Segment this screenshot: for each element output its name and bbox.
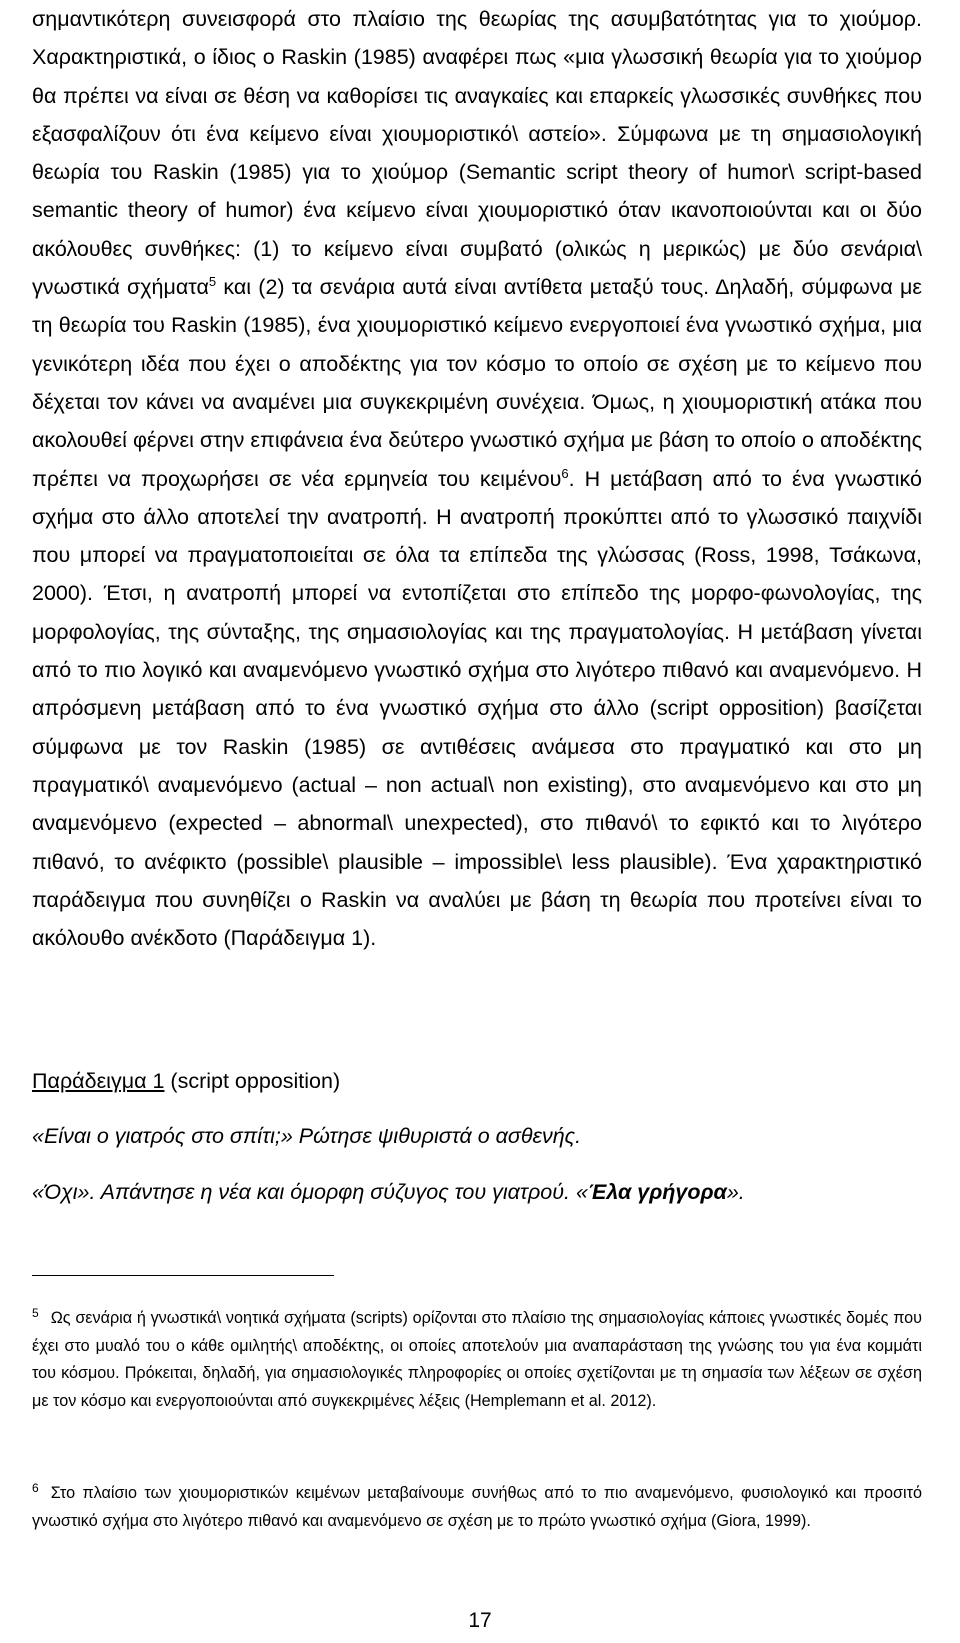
- dialog-line-2-end: ».: [726, 1180, 745, 1204]
- footnote-5-mark: 5: [32, 1306, 39, 1320]
- footnote-ref-6[interactable]: 6: [561, 465, 569, 481]
- example-label: Παράδειγμα 1: [32, 1069, 165, 1093]
- footnote-separator: [32, 1275, 334, 1276]
- footnote-6-mark: 6: [32, 1481, 39, 1495]
- dialog-line-2-emphasis: Έλα γρήγορα: [587, 1180, 727, 1204]
- body-text-part-2: και (2) τα σενάρια αυτά είναι αντίθετα μεταξύ τους. Δηλαδή, σύμφωνα με τη θεωρία του Raskin (1985), ένα χιουμοριστικό κείμενο ενεργοποιεί ένα γνωστικό σχήμα, μια γενικότερη ιδέα που έχει ο αποδέκτης για τον κόσμο το οποίο σε σχέση με το κείμενο που δέχεται τον κάνει να αναμένει μια συγκεκριμένη συνέχεια. Όμως, η χιουμοριστική ατάκα που ακολουθεί φέρνει στην επιφάνεια ένα δεύτερο γνωστικό σχήμα με βάση το οποίο ο αποδέκτης πρέπει να προχωρήσει σε νέα ερμηνεία του κειμένου: [32, 275, 922, 491]
- example-heading: [32, 1067, 340, 1095]
- body-text-part-3: . Η μετάβαση από το ένα γνωστικό σχήμα στο άλλο αποτελεί την ανατροπή. Η ανατροπή προκύπτει από το γλωσσικό παιχνίδι που μπορεί να πραγματοποιείται σε όλα τα επίπεδα της γλώσσας (Ross, 1998, Τσάκωνα, 2000). Έτσι, η ανατροπή μπορεί να εντοπίζεται στο επίπεδο της μορφο-φωνολογίας, της μορφολογίας, της σύνταξης, της σημασιολογίας και της πραγματολογίας. Η μετάβαση γίνεται από το πιο λογικό και αναμενόμενο γνωστικό σχήμα στο λιγότερο πιθανό και αναμενόμενο. Η απρόσμενη μετάβαση από το ένα γνωστικό σχήμα στο άλλο (script opposition) βασίζεται σύμφωνα με τον Raskin (1985) σε αντιθέσεις ανάμεσα στο πραγματικό και στο μη πραγματικό\ αναμενόμενο (actual – non actual\ non existing), στο αναμενόμενο και στο μη αναμενόμενο (expected – abnormal\ unexpected), στο πιθανό\ το εφικτό και το λιγότερο πιθανό, το ανέφικτο (possible\ plausible – impossible\ less plausible). Ένα χαρακτηριστικό παράδειγμα που συνηθίζει ο Raskin να αναλύει με βάση τη θεωρία που προτείνει είναι το ακόλουθο ανέκδοτο (Παράδειγμα 1).: [32, 466, 922, 951]
- footnote-6: [32, 1480, 922, 1535]
- footnote-5: [32, 1305, 922, 1415]
- body-text-part-1: σημαντικότερη συνεισφορά στο πλαίσιο της θεωρίας της ασυμβατότητας για το χιούμορ. Χαρακτηριστικά, ο ίδιος ο Raskin (1985) αναφέρει πως «μια γλωσσική θεωρία για το χιούμορ θα πρέπει να είναι σε θέση να καθορίσει τις αναγκαίες και επαρκείς γλωσσικές συνθήκες που εξασφαλίζουν ότι ένα κείμενο είναι χιουμοριστικό\ αστείο». Σύμφωνα με τη σημασιολογική θεωρία του Raskin (1985) για το χιούμορ (Semantic script theory of humor\ script-based semantic theory of humor) ένα κείμενο είναι χιουμοριστικό όταν ικανοποιούνται και οι δύο ακόλουθες συνθήκες: (1) το κείμενο είναι συμβατό (ολικώς η μερικώς) με δύο σενάρια\ γνωστικά σχήματα: [32, 7, 922, 300]
- body-paragraph: [32, 0, 922, 957]
- page-number: 17: [468, 1609, 492, 1632]
- footnote-6-text: Στο πλαίσιο των χιουμοριστικών κειμένων μεταβαίνουμε συνήθως από το πιο αναμενόμενο, φυσιολογικό και προσιτό γνωστικό σχήμα στο λιγότερο πιθανό και αναμενόμενο σε σχέση με το πρώτο γνωστικό σχήμα (Giora, 1999).: [32, 1484, 922, 1530]
- example-dialog-line-1: «Είναι ο γιατρός στο σπίτι;» Ρώτησε ψιθυριστά ο ασθενής.: [32, 1124, 582, 1148]
- footnote-5-text: Ως σενάρια ή γνωστικά\ νοητικά σχήματα (scripts) ορίζονται στο πλαίσιο της σημασιολογίας κάποιες γνωστικές δομές που έχει στο μυαλό του ο κάθε ομιλητής\ αποδέκτης, οι οποίες αποτελούν μια αναπαράσταση της γνώσης του για ένα κομμάτι του κόσμου. Πρόκειται, δηλαδή, για σημασιολογικές πληροφορίες οι οποίες σχετίζονται με τη σημασία των λέξεων σε σχέση με τον κόσμο και ενεργοποιούνται από συγκεκριμένες λέξεις (Hemplemann et al. 2012).: [32, 1309, 922, 1410]
- example-sublabel: (script opposition): [164, 1069, 341, 1093]
- example-dialog-line-2: [32, 1178, 745, 1206]
- dialog-line-2-text: «Όχι». Απάντησε η νέα και όμορφη σύζυγος του γιατρού. «: [32, 1180, 588, 1204]
- footnote-ref-5[interactable]: 5: [208, 273, 217, 289]
- body-text: [32, 0, 922, 957]
